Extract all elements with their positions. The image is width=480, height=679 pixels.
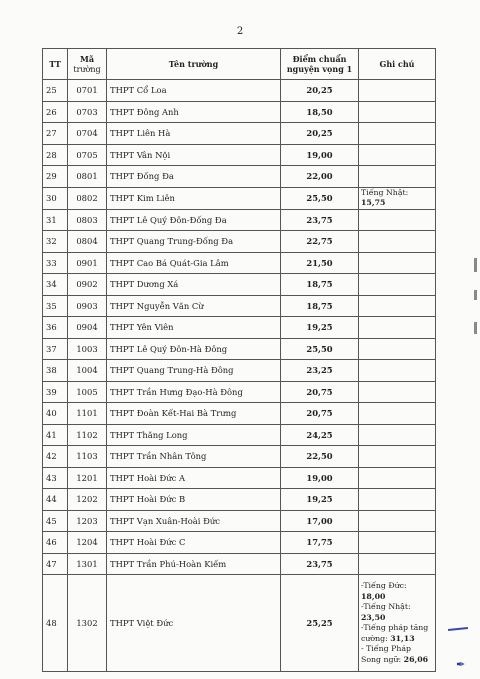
table-row [43,403,436,425]
cell-ghi-chu [359,209,436,231]
cell-tt: 27 [43,123,68,145]
note-label: Tiếng Nhật: [361,187,409,197]
cell-ghi-chu [359,317,436,339]
header-diem-line1: Điểm chuẩn [292,54,347,64]
cell-ghi-chu [359,80,436,102]
cell-ten: THPT Trần Hưng Đạo-Hà Đông [107,381,281,403]
header-ghi-chu: Ghi chú [359,49,436,80]
cell-tt: 37 [43,338,68,360]
cell-diem: 22,50 [281,446,359,468]
cell-tt: 32 [43,231,68,253]
note-value: 15,75 [361,198,386,207]
table-row [43,295,436,317]
cell-diem: 18,75 [281,274,359,296]
table-row [43,510,436,532]
cell-ghi-chu [359,360,436,382]
cell-tt: 44 [43,489,68,511]
table-row [43,231,436,253]
cell-ma: 0704 [68,123,107,145]
table-row [43,553,436,575]
cell-ma: 0901 [68,252,107,274]
cell-diem: 25,25 [281,575,359,672]
cell-ghi-chu [359,144,436,166]
cell-diem: 23,75 [281,553,359,575]
cell-ghi-chu [359,403,436,425]
cell-tt: 29 [43,166,68,188]
cell-tt: 31 [43,209,68,231]
cell-ma: 1204 [68,532,107,554]
cell-ten: THPT Nguyễn Văn Cừ [107,295,281,317]
cell-tt: 28 [43,144,68,166]
cell-ten: THPT Dương Xá [107,274,281,296]
note-label: - Tiếng Pháp Song ngữ: [361,644,412,664]
cell-ma: 0701 [68,80,107,102]
note-value: 23,50 [361,612,386,622]
cell-ten: THPT Quang Trung-Hà Đông [107,360,281,382]
table-header-row [43,49,436,80]
cell-ma: 0902 [68,274,107,296]
table-row [43,360,436,382]
cell-ghi-chu [359,231,436,253]
cell-tt: 30 [43,187,68,209]
cell-ghi-chu [359,123,436,145]
table-row [43,424,436,446]
header-tt: TT [43,49,68,80]
cell-ghi-chu [359,295,436,317]
cell-ten: THPT Hoài Đức C [107,532,281,554]
cell-ten: THPT Hoài Đức B [107,489,281,511]
note-label: -Tiếng Đức: [361,581,407,590]
cell-diem: 21,50 [281,252,359,274]
table-body [43,80,436,672]
cell-ma: 0801 [68,166,107,188]
ink-mark [448,627,468,631]
header-ma-truong [68,49,107,80]
cell-ghi-chu [359,252,436,274]
cell-ten: THPT Lê Quý Đôn-Đống Đa [107,209,281,231]
table-row [43,446,436,468]
cell-ma: 0803 [68,209,107,231]
header-diem-line2: nguyện vọng 1 [286,64,353,74]
cell-ma: 0903 [68,295,107,317]
cell-tt: 42 [43,446,68,468]
table-row [43,252,436,274]
cell-diem: 24,25 [281,424,359,446]
cell-diem: 22,00 [281,166,359,188]
note-line [361,602,433,623]
cell-tt: 45 [43,510,68,532]
cell-tt: 34 [43,274,68,296]
cell-ten: THPT Đống Đa [107,166,281,188]
cell-ma: 1103 [68,446,107,468]
cell-ma: 1203 [68,510,107,532]
cell-diem: 17,00 [281,510,359,532]
cell-ghi-chu [359,446,436,468]
scan-mark [474,322,477,334]
table-row [43,187,436,209]
cell-ghi-chu [359,553,436,575]
note-line [361,623,433,644]
cell-ghi-chu [359,424,436,446]
cell-ma: 1102 [68,424,107,446]
cell-ghi-chu [359,381,436,403]
cell-ten: THPT Lê Quý Đôn-Hà Đông [107,338,281,360]
cell-diem: 20,25 [281,80,359,102]
cell-ten: THPT Quang Trung-Đống Đa [107,231,281,253]
cell-tt: 43 [43,467,68,489]
cell-tt: 48 [43,575,68,672]
note-value: 26,06 [403,654,429,664]
cell-ma: 1004 [68,360,107,382]
header-diem-chuan [281,49,359,80]
cell-ma: 0705 [68,144,107,166]
cell-diem: 22,75 [281,231,359,253]
cell-ghi-chu [359,338,436,360]
table-row [43,317,436,339]
table-row [43,381,436,403]
cell-ma: 1301 [68,553,107,575]
cell-ghi-chu [359,274,436,296]
cell-ma: 1101 [68,403,107,425]
cell-tt: 40 [43,403,68,425]
cell-ma: 1302 [68,575,107,672]
table-row [43,532,436,554]
cell-ghi-chu [359,510,436,532]
cell-tt: 38 [43,360,68,382]
cell-ten: THPT Kim Liên [107,187,281,209]
cell-ten: THPT Cao Bá Quát-Gia Lâm [107,252,281,274]
cell-ten: THPT Trần Nhân Tông [107,446,281,468]
cell-ma: 1201 [68,467,107,489]
table-row [43,209,436,231]
cell-tt: 33 [43,252,68,274]
header-ma-line2: trường [73,64,101,74]
cell-ten: THPT Yên Viên [107,317,281,339]
cell-ten: THPT Cổ Loa [107,80,281,102]
cell-tt: 41 [43,424,68,446]
cell-ma: 1005 [68,381,107,403]
scan-mark [474,290,477,300]
note-line [361,644,433,665]
page-number: 2 [236,26,244,37]
cell-diem: 17,75 [281,532,359,554]
cell-diem: 19,25 [281,489,359,511]
cell-ghi-chu [359,166,436,188]
table-row [43,123,436,145]
admission-score-table [42,48,436,672]
cell-ma: 1202 [68,489,107,511]
cell-ten: THPT Vân Nội [107,144,281,166]
cell-ten: THPT Vạn Xuân-Hoài Đức [107,510,281,532]
table-row [43,489,436,511]
note-value: 18,00 [361,591,386,601]
header-ma-line1: Mã [79,53,95,64]
cell-tt: 46 [43,532,68,554]
cell-diem: 20,75 [281,381,359,403]
note-label: -Tiếng pháp tăng cường: [361,623,429,643]
cell-ghi-chu [359,187,436,209]
cell-tt: 47 [43,553,68,575]
cell-ten: THPT Đông Anh [107,101,281,123]
cell-ma: 0804 [68,231,107,253]
cell-diem: 23,75 [281,209,359,231]
cell-diem: 19,25 [281,317,359,339]
cell-ten: THPT Thăng Long [107,424,281,446]
cell-ghi-chu [359,532,436,554]
table-row [43,144,436,166]
note-label: -Tiếng Nhật: [361,602,411,611]
cell-tt: 36 [43,317,68,339]
cell-tt: 25 [43,80,68,102]
signature-mark-icon: ✒ [456,658,466,671]
cell-tt: 39 [43,381,68,403]
cell-diem: 19,00 [281,467,359,489]
cell-ma: 0703 [68,101,107,123]
note-line [361,581,433,602]
cell-diem: 19,00 [281,144,359,166]
table-row [43,338,436,360]
table-row [43,101,436,123]
cell-diem: 25,50 [281,338,359,360]
table-row-viet-duc [43,575,436,672]
cell-diem: 18,50 [281,101,359,123]
cell-diem: 25,50 [281,187,359,209]
cell-tt: 26 [43,101,68,123]
cell-diem: 20,25 [281,123,359,145]
cell-ghi-chu [359,467,436,489]
cell-tt: 35 [43,295,68,317]
cell-ghi-chu [359,575,436,672]
cell-ten: THPT Việt Đức [107,575,281,672]
cell-ten: THPT Hoài Đức A [107,467,281,489]
cell-ten: THPT Trần Phú-Hoàn Kiếm [107,553,281,575]
cell-ghi-chu [359,489,436,511]
cell-ten: THPT Đoàn Kết-Hai Bà Trưng [107,403,281,425]
table-row [43,166,436,188]
header-ten-truong: Tên trường [107,49,281,80]
table-row [43,80,436,102]
cell-diem: 23,25 [281,360,359,382]
cell-ghi-chu [359,101,436,123]
cell-diem: 20,75 [281,403,359,425]
note-value: 31,13 [390,633,415,643]
cell-ten: THPT Liên Hà [107,123,281,145]
cell-ma: 0802 [68,187,107,209]
table-row [43,274,436,296]
table-row [43,467,436,489]
cell-ma: 1003 [68,338,107,360]
scan-mark [474,258,477,272]
cell-diem: 18,75 [281,295,359,317]
cell-ma: 0904 [68,317,107,339]
